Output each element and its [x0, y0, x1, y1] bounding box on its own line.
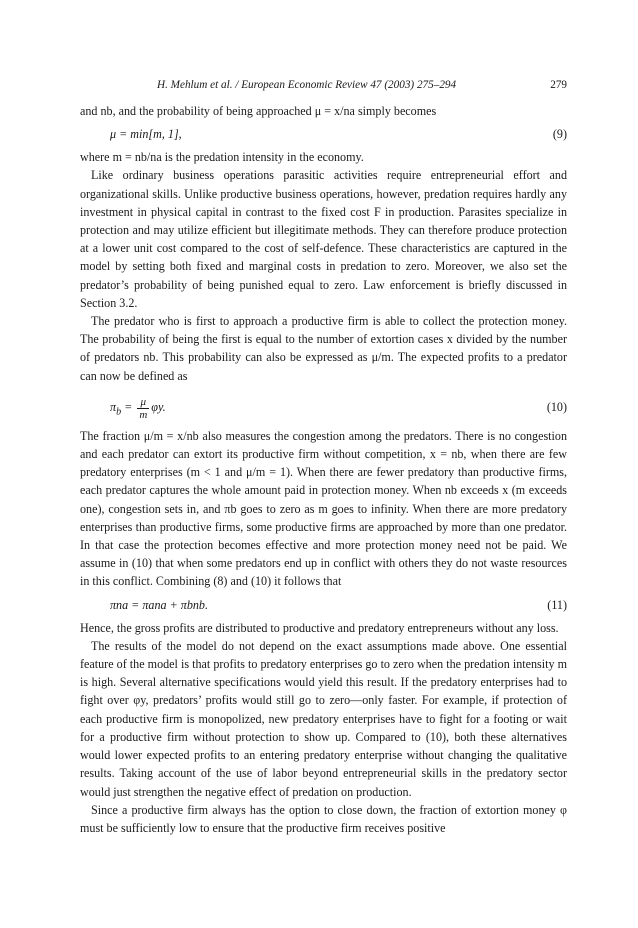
equation-equals: = [121, 399, 136, 414]
paragraph: The predator who is first to approach a productive firm is able to collect the protection money. The probability of being the first is equal to the number of extortion cases x divided by the number of predators nb. This probability can also be expressed as μ/m. The expected profits to a predator can now be defined as [80, 314, 567, 383]
equation-subscript: b [116, 406, 122, 418]
equation-9 [80, 122, 567, 146]
fraction [137, 396, 149, 421]
equation-body [110, 395, 166, 424]
equation-10 [80, 387, 567, 425]
paragraph: The fraction μ/m = x/nb also measures the congestion among the predators. There is no congestion and each predator can extort its productive firm without competition, x = nb, when there are few predatory enterprises (m < 1 and μ/m = 1). When there are fewer predatory than productive firms, each predator captures the whole amount paid in protection money. When nb exceeds x (m exceeds one), congestion sets in, and πb goes to zero as m goes to infinity. When there are more predatory enterprises than productive firms, some productive firms are approached by more than one predator. In that case the protection becomes effective and more protection money need not be paid. We assume in (10) that when some predators end up in conflict with others they do not waste resources in this conflict. Combining (8) and (10) it follows that [80, 428, 567, 589]
fraction-denominator: m [139, 408, 148, 421]
journal-citation: H. Mehlum et al. / European Economic Review 47 (2003) 275–294 [157, 79, 457, 91]
paragraph: Hence, the gross profits are distributed to productive and predatory entrepreneurs without any loss. [80, 620, 559, 635]
equation-11 [80, 593, 567, 617]
paragraph: The results of the model do not depend on the exact assumptions made above. One essential feature of the model is that profits to predatory enterprises go to zero when the predation intensity m is high. Several alternative specifications would yield this result. If the predatory enterprises had to fight over φy, predators’ profits would still go to zero—only faster. For example, if protection of each productive firm is monopolized, new predatory enterprises have to fight for a footing or wait for a productive firm without protection to show up. Compared to (10), both these alternatives would lower expected profits to an entering predatory enterprise without changing the qualitative results. Taking account of the use of labor beyond entrepreneurial skills in the predatory sector would just strengthen the negative effect of predation on production. [80, 638, 567, 799]
page-number: 279 [550, 79, 567, 91]
paragraph: Like ordinary business operations parasitic activities require entrepreneurial effort and organizational skills. Unlike productive business operations, however, predation requires hardly any investment in physical capital in contrast to the fixed cost F in production. Parasites specialize in protection and may utilize efficient but illegitimate methods. They can therefore produce protection at a lower unit cost compared to the cost of self-defence. These characteristics are captured in the model by setting both fixed and marginal costs in predation to zero. Moreover, we also set the predator’s probability of being punished equal to zero. Law enforcement is briefly discussed in Section 3.2. [80, 168, 567, 310]
equation-number: (10) [546, 399, 567, 414]
body-text [80, 102, 567, 837]
equation-rhs: φy. [151, 399, 166, 414]
running-head [80, 77, 567, 93]
equation-body: μ = min[m, 1], [110, 127, 182, 142]
paragraph: Since a productive firm always has the option to close down, the fraction of extortion money φ must be sufficiently low to ensure that the productive firm receives positive [80, 802, 567, 835]
paragraph: and nb, and the probability of being approached μ = x/na simply becomes [80, 104, 437, 118]
equation-number: (11) [547, 597, 567, 612]
equation-number: (9) [552, 127, 567, 142]
equation-lhs: π [110, 399, 117, 414]
equation-body: πna = πana + πbnb. [110, 597, 208, 612]
paragraph: where m = nb/na is the predation intensity in the economy. [80, 150, 364, 165]
fraction-numerator: μ [137, 396, 149, 409]
